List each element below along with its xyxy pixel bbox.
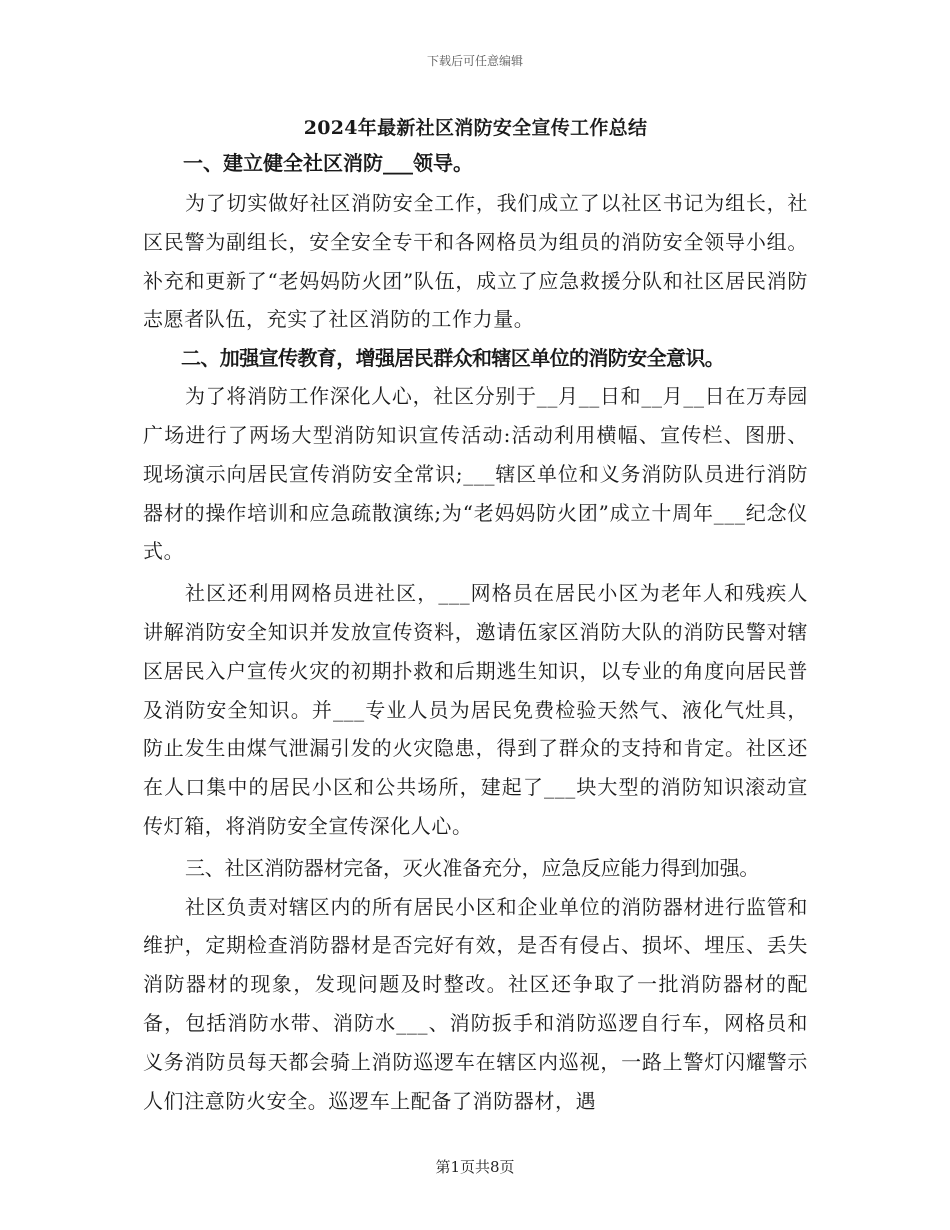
section-heading-2: 二、加强宣传教育，增强居民群众和辖区单位的消防安全意识。 — [181, 346, 725, 371]
paragraph-2: 为了将消防工作深化人心，社区分别于__月__日和__月__日在万寿园广场进行了两场大型消防知识宣传活动:活动利用横幅、宣传栏、图册、现场演示向居民宣传消防安全常识;___辖区单位和义务消防队员进行消防器材的操作培训和应急疏散演练;为“老妈妈防火团”成立十周年___纪念仪式。 — [143, 384, 808, 564]
document-title: 2024年最新社区消防安全宣传工作总结 — [303, 117, 648, 139]
paragraph-1: 为了切实做好社区消防安全工作，我们成立了以社区书记为组长，社区民警为副组长，安全安全专干和各网格员为组员的消防安全领导小组。补充和更新了“老妈妈防火团”队伍，成立了应急救援分队和社区居民消防志愿者队伍，充实了社区消防的工作力量。 — [143, 191, 808, 332]
paragraph-4: 社区负责对辖区内的所有居民小区和企业单位的消防器材进行监管和维护，定期检查消防器材是否完好有效，是否有侵占、损坏、埋压、丢失消防器材的现象，发现问题及时整改。社区还争取了一批消防器材的配备，包括消防水带、消防水___、消防扳手和消防巡逻自行车，网格员和义务消防员每天都会骑上消防巡逻车在辖区内巡视，一路上警灯闪耀警示人们注意防火安全。巡逻车上配备了消防器材，遇 — [143, 894, 808, 1113]
document-body — [143, 112, 808, 1120]
paragraph-3: 社区还利用网格员进社区，___网格员在居民小区为老年人和残疾人讲解消防安全知识并发放宣传资料，邀请伍家区消防大队的消防民警对辖区居民入户宣传火灾的初期扑救和后期逃生知识，以专业的角度向居民普及消防安全知识。并___专业人员为居民免费检验天然气、液化气灶具，防止发生由煤气泄漏引发的火灾隐患，得到了群众的支持和肯定。社区还在人口集中的居民小区和公共场所，建起了___块大型的消防知识滚动宣传灯箱，将消防安全宣传深化人心。 — [143, 581, 808, 838]
section-heading-1: 一、建立健全社区消防___领导。 — [183, 151, 473, 175]
page-footer: 第1页共8页 — [435, 1158, 515, 1176]
section-heading-3: 三、社区消防器材完备，灭火准备充分，应急反应能力得到加强。 — [185, 855, 760, 880]
page-header: 下载后可任意编辑 — [426, 54, 523, 68]
